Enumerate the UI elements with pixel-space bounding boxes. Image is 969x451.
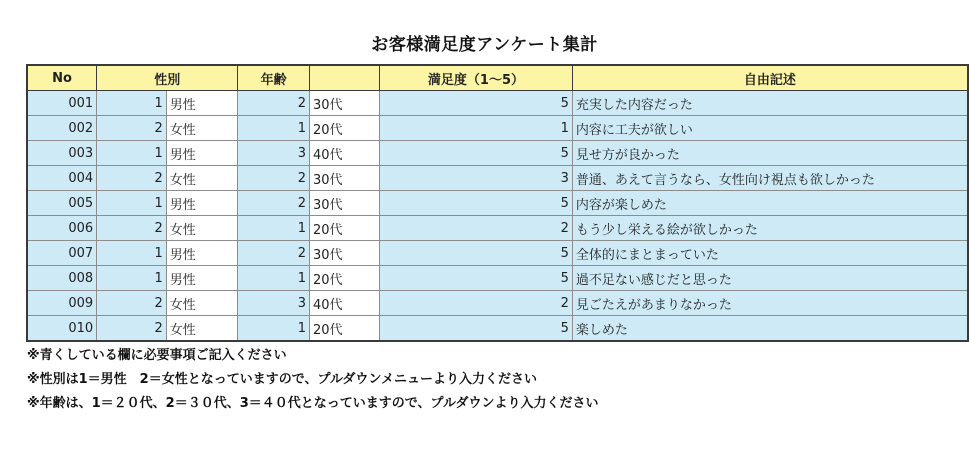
survey-table <box>26 64 969 342</box>
table-row <box>27 266 968 291</box>
table-row <box>27 191 968 216</box>
cell-satisfaction[interactable]: 5 <box>380 316 573 342</box>
notes <box>27 344 598 416</box>
cell-gender-code[interactable]: 1 <box>97 191 167 216</box>
cell-satisfaction[interactable]: 5 <box>380 191 573 216</box>
table-row <box>27 241 968 266</box>
cell-age-label: 40代 <box>310 291 380 316</box>
table-row <box>27 166 968 191</box>
cell-age-label: 30代 <box>310 166 380 191</box>
cell-age-label: 30代 <box>310 241 380 266</box>
cell-no[interactable]: 004 <box>27 166 97 191</box>
cell-age-label: 40代 <box>310 141 380 166</box>
cell-gender-label: 女性 <box>166 316 238 342</box>
cell-age-label: 20代 <box>310 116 380 141</box>
cell-comment[interactable]: 過不足ない感じだと思った <box>572 266 968 291</box>
cell-gender-label: 女性 <box>166 216 238 241</box>
header-gender: 性別 <box>97 65 238 91</box>
cell-gender-code[interactable]: 2 <box>97 316 167 342</box>
cell-comment[interactable]: 全体的にまとまっていた <box>572 241 968 266</box>
cell-gender-label: 女性 <box>166 291 238 316</box>
table-row <box>27 116 968 141</box>
cell-gender-code[interactable]: 1 <box>97 241 167 266</box>
cell-gender-code[interactable]: 1 <box>97 91 167 116</box>
cell-gender-label: 男性 <box>166 241 238 266</box>
survey-title: お客様満足度アンケート集計 <box>371 35 598 55</box>
cell-gender-code[interactable]: 2 <box>97 291 167 316</box>
cell-no[interactable]: 001 <box>27 91 97 116</box>
table-row <box>27 141 968 166</box>
cell-gender-label: 男性 <box>166 266 238 291</box>
cell-comment[interactable]: 内容に工夫が欲しい <box>572 116 968 141</box>
header-row <box>27 65 968 91</box>
cell-gender-code[interactable]: 2 <box>97 166 167 191</box>
cell-age-code[interactable]: 2 <box>238 91 310 116</box>
cell-age-label: 20代 <box>310 266 380 291</box>
cell-gender-code[interactable]: 1 <box>97 141 167 166</box>
table-row <box>27 316 968 342</box>
cell-age-code[interactable]: 3 <box>238 141 310 166</box>
note-age-codes: ※年齢は、1＝２０代、2＝３０代、3＝４０代となっていますので、プルダウンより入力ください <box>27 396 599 411</box>
table-row <box>27 216 968 241</box>
header-satisfaction: 満足度（1～5） <box>380 65 573 91</box>
cell-comment[interactable]: もう少し栄える絵が欲しかった <box>572 216 968 241</box>
cell-no[interactable]: 003 <box>27 141 97 166</box>
cell-satisfaction[interactable]: 5 <box>380 241 573 266</box>
cell-age-code[interactable]: 2 <box>238 191 310 216</box>
cell-no[interactable]: 010 <box>27 316 97 342</box>
cell-satisfaction[interactable]: 1 <box>380 116 573 141</box>
cell-no[interactable]: 009 <box>27 291 97 316</box>
header-age: 年齢 <box>238 65 310 91</box>
cell-satisfaction[interactable]: 5 <box>380 91 573 116</box>
cell-satisfaction[interactable]: 5 <box>380 141 573 166</box>
cell-gender-label: 男性 <box>166 141 238 166</box>
cell-no[interactable]: 008 <box>27 266 97 291</box>
cell-age-code[interactable]: 1 <box>238 316 310 342</box>
cell-satisfaction[interactable]: 3 <box>380 166 573 191</box>
cell-satisfaction[interactable]: 2 <box>380 216 573 241</box>
cell-age-code[interactable]: 3 <box>238 291 310 316</box>
cell-age-label: 20代 <box>310 216 380 241</box>
cell-age-code[interactable]: 2 <box>238 166 310 191</box>
header-age-label <box>310 65 380 91</box>
cell-no[interactable]: 007 <box>27 241 97 266</box>
table-row <box>27 91 968 116</box>
cell-gender-code[interactable]: 1 <box>97 266 167 291</box>
cell-no[interactable]: 005 <box>27 191 97 216</box>
survey-body <box>27 91 968 342</box>
header-free-text: 自由記述 <box>572 65 968 91</box>
cell-no[interactable]: 006 <box>27 216 97 241</box>
cell-age-label: 20代 <box>310 316 380 342</box>
cell-comment[interactable]: 内容が楽しめた <box>572 191 968 216</box>
cell-gender-label: 男性 <box>166 191 238 216</box>
cell-age-code[interactable]: 1 <box>238 216 310 241</box>
cell-no[interactable]: 002 <box>27 116 97 141</box>
cell-gender-label: 女性 <box>166 166 238 191</box>
cell-age-label: 30代 <box>310 91 380 116</box>
cell-satisfaction[interactable]: 5 <box>380 266 573 291</box>
cell-gender-code[interactable]: 2 <box>97 116 167 141</box>
cell-comment[interactable]: 普通、あえて言うなら、女性向け視点も欲しかった <box>572 166 968 191</box>
cell-age-code[interactable]: 1 <box>238 266 310 291</box>
cell-comment[interactable]: 楽しめた <box>572 316 968 342</box>
note-gender-codes: ※性別は1＝男性 2＝女性となっていますので、プルダウンメニューより入力ください <box>27 372 538 387</box>
cell-gender-label: 男性 <box>166 91 238 116</box>
cell-age-code[interactable]: 1 <box>238 116 310 141</box>
cell-satisfaction[interactable]: 2 <box>380 291 573 316</box>
cell-age-code[interactable]: 2 <box>238 241 310 266</box>
cell-gender-label: 女性 <box>166 116 238 141</box>
cell-comment[interactable]: 見ごたえがあまりなかった <box>572 291 968 316</box>
cell-comment[interactable]: 見せ方が良かった <box>572 141 968 166</box>
cell-comment[interactable]: 充実した内容だった <box>572 91 968 116</box>
cell-age-label: 30代 <box>310 191 380 216</box>
table-row <box>27 291 968 316</box>
header-no: No <box>27 65 97 91</box>
cell-gender-code[interactable]: 2 <box>97 216 167 241</box>
note-fill-blue: ※青くしている欄に必要事項ご記入ください <box>27 348 287 363</box>
